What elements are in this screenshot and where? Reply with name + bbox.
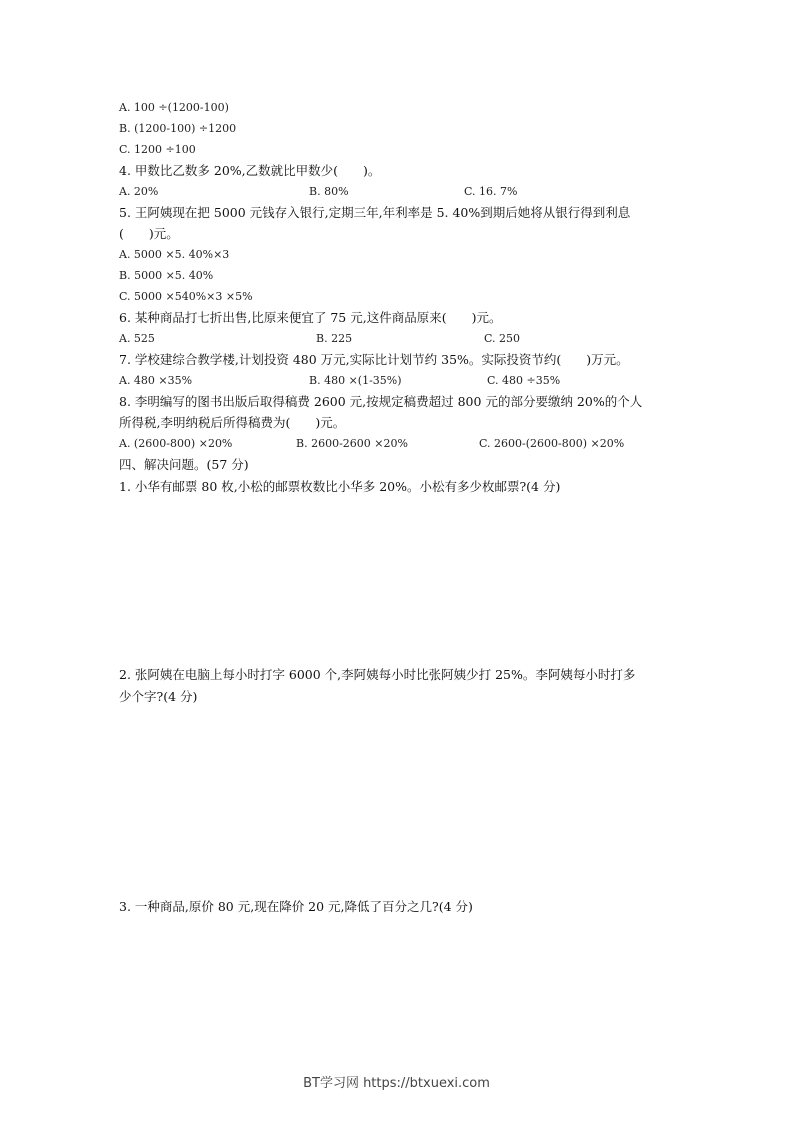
- option-line: B. (1200-100) ÷1200: [119, 122, 237, 135]
- option-c: C. 250: [484, 332, 521, 345]
- option-line: A. 100 ÷(1200-100): [119, 101, 229, 114]
- option-a: A. 525: [119, 332, 155, 345]
- option-b: B. 225: [316, 332, 353, 345]
- option-c: C. 5000 ×540%×3 ×5%: [119, 290, 253, 303]
- problem-2-cont: 少个字?(4 分): [119, 689, 198, 704]
- option-a: A. (2600-800) ×20%: [119, 437, 233, 450]
- option-b: B. 480 ×(1-35%): [309, 374, 402, 387]
- question-5-cont: ( )元。: [119, 226, 179, 241]
- option-a: A. 5000 ×5. 40%×3: [119, 248, 230, 261]
- option-line: C. 1200 ÷100: [119, 143, 196, 156]
- option-a: A. 480 ×35%: [119, 374, 193, 387]
- problem-1: 1. 小华有邮票 80 枚,小松的邮票枚数比小华多 20%。小松有多少枚邮票?(4 分): [119, 479, 561, 494]
- question-4-options: [119, 184, 719, 200]
- footer-watermark: BT学习网 https://btxuexi.com: [303, 1076, 490, 1091]
- question-6-options: [119, 331, 719, 347]
- section-heading: 四、解决问题。(57 分): [119, 457, 249, 472]
- problem-2: 2. 张阿姨在电脑上每小时打字 6000 个,李阿姨每小时比张阿姨少打 25%。李阿姨每小时打多: [119, 667, 636, 682]
- option-a: A. 20%: [119, 185, 159, 198]
- option-c: C. 16. 7%: [464, 185, 518, 198]
- option-c: C. 480 ÷35%: [487, 374, 561, 387]
- question-7-options: [119, 373, 719, 389]
- question-4: 4. 甲数比乙数多 20%,乙数就比甲数少( )。: [119, 163, 381, 178]
- question-8-options: [119, 436, 719, 452]
- question-8: 8. 李明编写的图书出版后取得稿费 2600 元,按规定稿费超过 800 元的部分要缴纳 20%的个人: [119, 394, 643, 409]
- option-b: B. 80%: [309, 185, 349, 198]
- option-c: C. 2600-(2600-800) ×20%: [479, 437, 625, 450]
- question-7: 7. 学校建综合教学楼,计划投资 480 万元,实际比计划节约 35%。实际投资节约( )万元。: [119, 352, 629, 367]
- problem-3: 3. 一种商品,原价 80 元,现在降价 20 元,降低了百分之几?(4 分): [119, 899, 473, 914]
- option-b: B. 5000 ×5. 40%: [119, 269, 214, 282]
- option-b: B. 2600-2600 ×20%: [296, 437, 408, 450]
- question-5: 5. 王阿姨现在把 5000 元钱存入银行,定期三年,年利率是 5. 40%到期后她将从银行得到利息: [119, 205, 631, 220]
- question-8-cont: 所得税,李明纳税后所得稿费为( )元。: [119, 415, 346, 430]
- question-6: 6. 某种商品打七折出售,比原来便宜了 75 元,这件商品原来( )元。: [119, 310, 502, 325]
